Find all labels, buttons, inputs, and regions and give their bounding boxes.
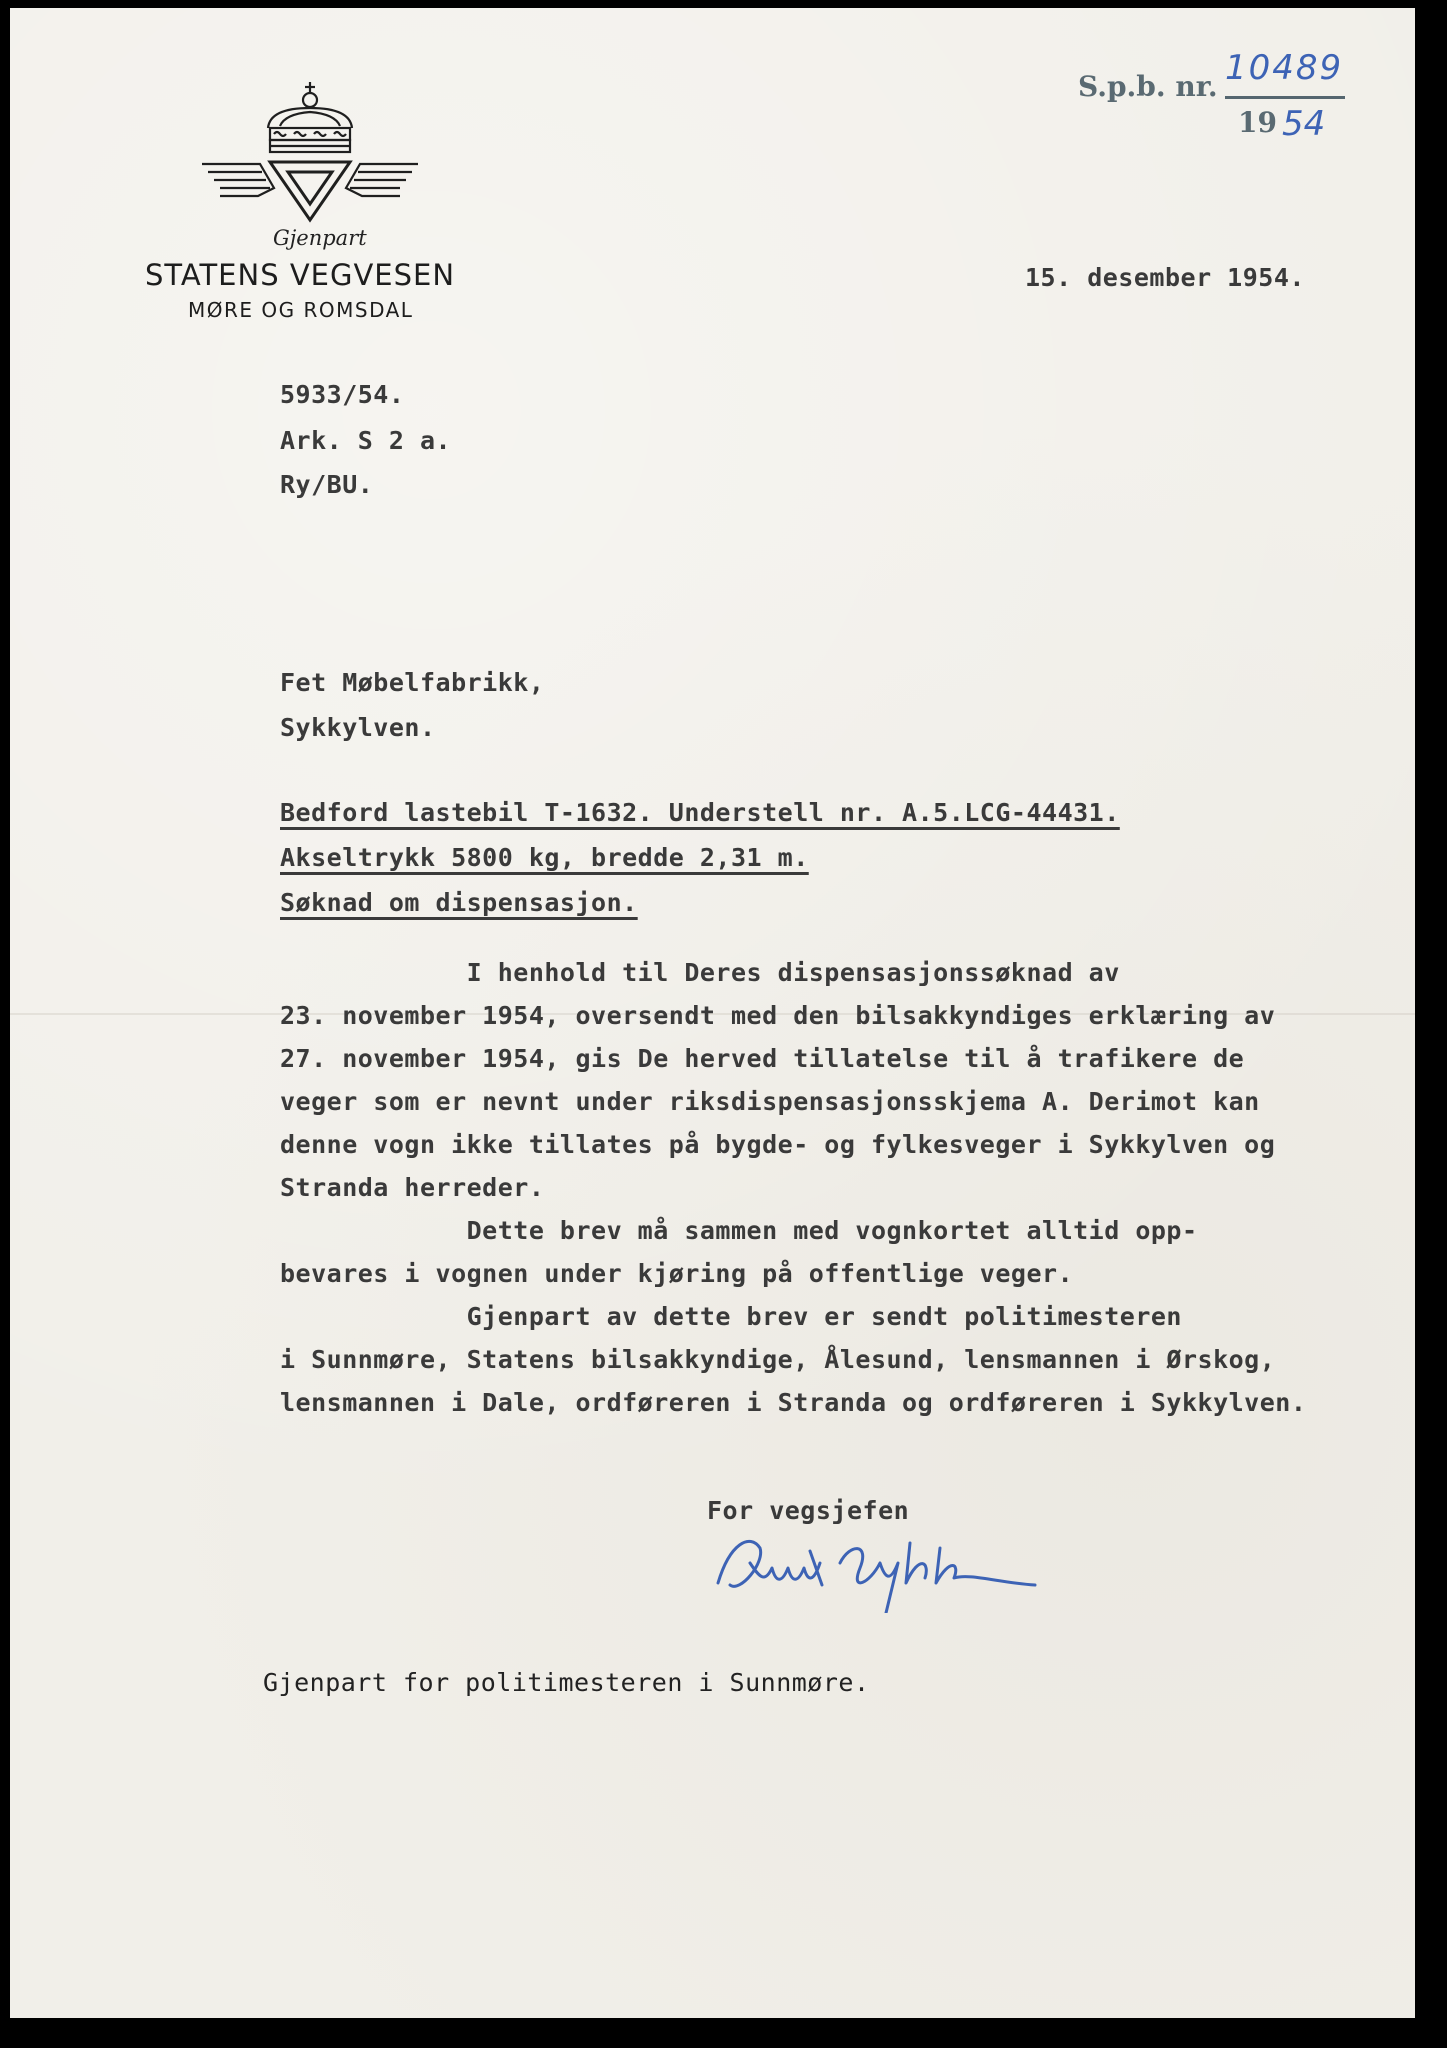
crown-winged-triangle-logo <box>200 78 420 228</box>
body-line: lensmannen i Dale, ordføreren i Stranda og ordføreren i Sykkylven. <box>280 1388 1307 1417</box>
stamp-line <box>1225 96 1345 99</box>
handwritten-signature <box>710 1523 1050 1613</box>
subject-line: Søknad om dispensasjon. <box>280 888 638 917</box>
signoff: For vegsjefen <box>707 1496 910 1525</box>
subject-line: Bedford lastebil T-1632. Understell nr. A.5.LCG-44431. <box>280 798 1120 827</box>
copy-note: Gjenpart for politimesteren i Sunnmøre. <box>263 1668 870 1697</box>
stamp-label: S.p.b. nr. <box>1078 70 1218 103</box>
organization-name: STATENS VEGVESEN <box>145 258 456 292</box>
body-line: veger som er nevnt under riksdispensasjonsskjema A. Derimot kan <box>280 1087 1260 1116</box>
archive-code: Ark. S 2 a. <box>280 426 452 455</box>
stamp-year-suffix: 54 <box>1282 104 1326 144</box>
body-line: bevares i vognen under kjøring på offentlige veger. <box>280 1259 1074 1288</box>
subject-line: Akseltrykk 5800 kg, bredde 2,31 m. <box>280 843 809 872</box>
copy-label: Gjenpart <box>273 226 367 250</box>
initials: Ry/BU. <box>280 470 374 499</box>
reference-number: 5933/54. <box>280 380 405 409</box>
body-line: Stranda herreder. <box>280 1173 545 1202</box>
region-name: MØRE OG ROMSDAL <box>188 298 414 322</box>
body-line: 27. november 1954, gis De herved tillatelse til å trafikere de <box>280 1044 1245 1073</box>
stamp-year-prefix: 19 <box>1238 106 1277 139</box>
recipient-place: Sykkylven. <box>280 713 436 742</box>
letter-page <box>10 8 1415 2018</box>
stamp-number: 10489 <box>1225 48 1344 88</box>
recipient-name: Fet Møbelfabrikk, <box>280 668 545 697</box>
body-line: Dette brev må sammen med vognkortet alltid opp- <box>280 1216 1198 1245</box>
body-line: denne vogn ikke tillates på bygde- og fylkesveger i Sykkylven og <box>280 1130 1276 1159</box>
body-line: I henhold til Deres dispensasjonssøknad av <box>280 958 1120 987</box>
letter-date: 15. desember 1954. <box>1025 263 1305 292</box>
body-line: Gjenpart av dette brev er sendt politimesteren <box>280 1302 1182 1331</box>
body-line: 23. november 1954, oversendt med den bilsakkyndiges erklæring av <box>280 1001 1276 1030</box>
body-line: i Sunnmøre, Statens bilsakkyndige, Ålesund, lensmannen i Ørskog, <box>280 1345 1276 1374</box>
